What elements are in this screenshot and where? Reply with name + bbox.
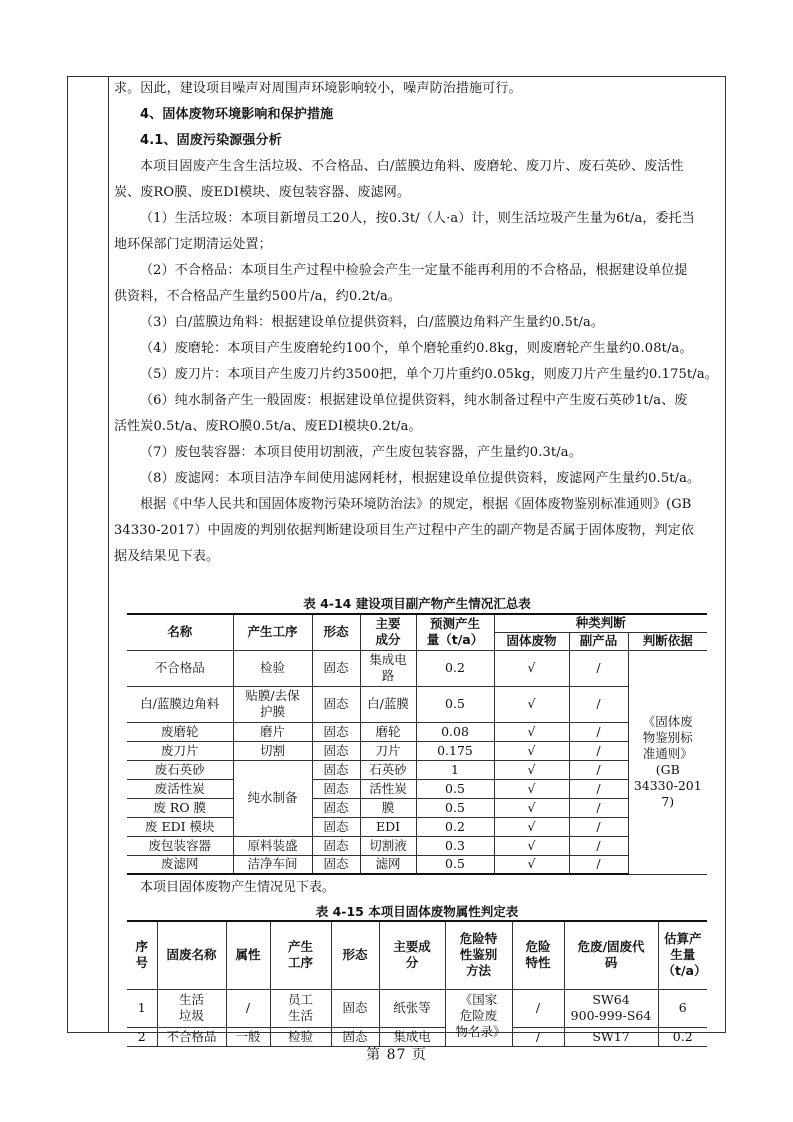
cell-name: 废包装容器 — [127, 836, 233, 855]
cell-attribute: / — [226, 989, 270, 1027]
cell-amount: 1 — [416, 760, 494, 779]
cell-solid-waste: √ — [494, 855, 569, 874]
cell-state: 固态 — [331, 989, 379, 1027]
cell-solid-waste: √ — [494, 741, 569, 760]
header-amount: 估算产生量（t/a） — [658, 921, 707, 989]
header-component: 主要 成分 — [360, 614, 416, 650]
solid-waste-attribute-table — [127, 920, 707, 1047]
byproduct-summary-table — [127, 613, 707, 875]
table2-caption: 表 4-15 本项目固体废物属性判定表 — [315, 904, 519, 919]
header-waste-name: 固废名称 — [157, 921, 226, 989]
paragraph: 地环保部门定期清运处置； — [114, 237, 272, 252]
cell-state: 固态 — [312, 741, 360, 760]
cell-hazard: / — [512, 1027, 564, 1046]
cell-code: SW17 — [564, 1027, 658, 1046]
table-row — [127, 836, 707, 855]
cell-amount: 0.2 — [658, 1027, 707, 1046]
cell-amount: 0.5 — [416, 855, 494, 874]
cell-amount: 0.5 — [416, 779, 494, 798]
cell-process: 检验 — [233, 650, 312, 686]
header-method: 危险特性鉴别方法 — [445, 921, 512, 989]
header-category: 种类判断 — [494, 614, 707, 632]
cell-amount: 0.175 — [416, 741, 494, 760]
cell-by-product: / — [569, 722, 628, 741]
header-code: 危废/固废代码 — [564, 921, 658, 989]
cell-by-product: / — [569, 650, 628, 686]
cell-component: 活性炭 — [360, 779, 416, 798]
cell-name: 废石英砂 — [127, 760, 233, 779]
paragraph: 34330-2017）中固废的判别依据判断建设项目生产过程中产生的副产物是否属于固体废物，判定依 — [114, 523, 695, 538]
cell-name: 废磨轮 — [127, 722, 233, 741]
paragraph: （1）生活垃圾：本项目新增员工20人，按0.3t/（人·a）计，则生活垃圾产生量为6t/a，委托当 — [140, 211, 695, 226]
cell-process: 磨片 — [233, 722, 312, 741]
cell-solid-waste: √ — [494, 722, 569, 741]
cell-name: 白/蓝膜边角料 — [127, 686, 233, 722]
table-row — [127, 686, 707, 722]
cell-state: 固态 — [312, 817, 360, 836]
cell-basis: 《固体废 物鉴别标 准通则》 (GB 34330-201 7) — [628, 650, 707, 874]
cell-attribute: 一般 — [226, 1027, 270, 1046]
cell-solid-waste: √ — [494, 760, 569, 779]
table-row — [127, 989, 707, 1027]
cell-state: 固态 — [312, 836, 360, 855]
cell-waste-name: 生活垃圾 — [157, 989, 226, 1027]
cell-method: 《国家危险废物名录》 — [445, 989, 512, 1046]
header-hazard: 危险特性 — [512, 921, 564, 989]
paragraph: 活性炭0.5t/a、废RO膜0.5t/a、废EDI模块0.2t/a。 — [114, 419, 422, 434]
paragraph: 炭、废RO膜、废EDI模块、废包装容器、废滤网。 — [114, 185, 411, 200]
paragraph: 根据《中华人民共和国固体废物污染环境防治法》的规定，根据《固体废物鉴别标准通则》(GB — [140, 497, 692, 512]
cell-name: 废 RO 膜 — [127, 798, 233, 817]
paragraph: （4）废磨轮：本项目产生废磨轮约100个，单个磨轮重约0.8kg，则废磨轮产生量约0.08t/a。 — [140, 341, 693, 356]
cell-component: 磨轮 — [360, 722, 416, 741]
cell-name: 废活性炭 — [127, 779, 233, 798]
cell-state: 固态 — [312, 855, 360, 874]
cell-component: 集成电路 — [360, 650, 416, 686]
cell-name: 废滤网 — [127, 855, 233, 874]
cell-amount: 0.08 — [416, 722, 494, 741]
cell-process: 贴膜/去保护膜 — [233, 686, 312, 722]
header-by-product: 副产品 — [569, 632, 628, 650]
table-row — [127, 817, 707, 836]
cell-state: 固态 — [312, 760, 360, 779]
table-row — [127, 650, 707, 686]
cell-solid-waste: √ — [494, 686, 569, 722]
cell-component: 滤网 — [360, 855, 416, 874]
cell-component: 集成电 — [379, 1027, 445, 1046]
cell-amount: 0.5 — [416, 686, 494, 722]
table-row — [127, 760, 707, 779]
cell-component: 膜 — [360, 798, 416, 817]
paragraph: （6）纯水制备产生一般固废：根据建设单位提供资料，纯水制备过程中产生废石英砂1t/a、废 — [140, 393, 688, 408]
header-amount: 预测产生 量（t/a） — [416, 614, 494, 650]
cell-name: 废 EDI 模块 — [127, 817, 233, 836]
cell-by-product: / — [569, 798, 628, 817]
cell-by-product: / — [569, 760, 628, 779]
cell-component: 白/蓝膜 — [360, 686, 416, 722]
cell-process: 检验 — [270, 1027, 331, 1046]
cell-state: 固态 — [312, 798, 360, 817]
header-no: 序号 — [127, 921, 157, 989]
cell-by-product: / — [569, 686, 628, 722]
cell-process: 洁净车间 — [233, 855, 312, 874]
header-name: 名称 — [127, 614, 233, 650]
cell-component: 石英砂 — [360, 760, 416, 779]
paragraph: （7）废包装容器：本项目使用切割液，产生废包装容器，产生量约0.3t/a。 — [140, 445, 582, 460]
cell-by-product: / — [569, 779, 628, 798]
cell-no: 2 — [127, 1027, 157, 1046]
header-state: 形态 — [331, 921, 379, 989]
paragraph: 供资料，不合格品产生量约500片/a，约0.2t/a。 — [114, 289, 402, 304]
cell-state: 固态 — [312, 650, 360, 686]
cell-component: 切割液 — [360, 836, 416, 855]
header-state: 形态 — [312, 614, 360, 650]
cell-name: 不合格品 — [127, 650, 233, 686]
cell-solid-waste: √ — [494, 650, 569, 686]
cell-no: 1 — [127, 989, 157, 1027]
header-component: 主要成分 — [379, 921, 445, 989]
cell-amount: 0.2 — [416, 817, 494, 836]
cell-name: 废刀片 — [127, 741, 233, 760]
cell-component: 纸张等 — [379, 989, 445, 1027]
paragraph: 本项目固废产生含生活垃圾、不合格品、白/蓝膜边角料、废磨轮、废刀片、废石英砂、废活性 — [140, 159, 684, 174]
cell-solid-waste: √ — [494, 817, 569, 836]
cell-process: 纯水制备 — [233, 760, 312, 836]
paragraph: （3）白/蓝膜边角料：根据建设单位提供资料，白/蓝膜边角料产生量约0.5t/a。 — [140, 315, 605, 330]
cell-state: 固态 — [331, 1027, 379, 1046]
section-heading: 4、固体废物环境影响和保护措施 — [140, 107, 334, 122]
paragraph: 求。因此，建设项目噪声对周围声环境影响较小，噪声防治措施可行。 — [114, 81, 522, 96]
table1-caption: 表 4-14 建设项目副产物产生情况汇总表 — [303, 596, 531, 611]
cell-by-product: / — [569, 855, 628, 874]
table-intro-note: 本项目固体废物产生情况见下表。 — [140, 880, 336, 895]
cell-solid-waste: √ — [494, 779, 569, 798]
paragraph: （8）废滤网：本项目洁净车间使用滤网耗材，根据建设单位提供资料，废滤网产生量约0.5t/a。 — [140, 471, 701, 486]
cell-waste-name: 不合格品 — [157, 1027, 226, 1046]
cell-by-product: / — [569, 741, 628, 760]
cell-process: 员工生活 — [270, 989, 331, 1027]
cell-by-product: / — [569, 836, 628, 855]
table-row — [127, 741, 707, 760]
header-process: 产生工序 — [233, 614, 312, 650]
page-number: 第 87 页 — [366, 1047, 427, 1063]
cell-hazard: / — [512, 989, 564, 1027]
subsection-heading: 4.1、固废污染源强分析 — [140, 133, 282, 148]
paragraph: （5）废刀片：本项目产生废刀片约3500把，单个刀片重约0.05kg，则废刀片产生量约0.175t/a。 — [140, 367, 718, 382]
header-basis: 判断依据 — [628, 632, 707, 650]
cell-amount: 0.5 — [416, 798, 494, 817]
header-solid-waste: 固体废物 — [494, 632, 569, 650]
table-row — [127, 722, 707, 741]
header-attribute: 属性 — [226, 921, 270, 989]
left-column-divider — [108, 76, 109, 1033]
cell-amount: 6 — [658, 989, 707, 1027]
cell-component: 刀片 — [360, 741, 416, 760]
body-text — [114, 76, 720, 570]
header-process: 产生工序 — [270, 921, 331, 989]
cell-component: EDI — [360, 817, 416, 836]
paragraph: 据及结果见下表。 — [114, 549, 220, 564]
cell-state: 固态 — [312, 722, 360, 741]
cell-solid-waste: √ — [494, 798, 569, 817]
table-row — [127, 855, 707, 874]
cell-by-product: / — [569, 817, 628, 836]
cell-amount: 0.3 — [416, 836, 494, 855]
table-row — [127, 798, 707, 817]
paragraph: （2）不合格品：本项目生产过程中检验会产生一定量不能再利用的不合格品，根据建设单位提 — [140, 263, 688, 278]
cell-solid-waste: √ — [494, 836, 569, 855]
cell-process: 原料装盛 — [233, 836, 312, 855]
cell-process: 切割 — [233, 741, 312, 760]
cell-amount: 0.2 — [416, 650, 494, 686]
cell-state: 固态 — [312, 686, 360, 722]
cell-code: SW64 900-999-S64 — [564, 989, 658, 1027]
cell-state: 固态 — [312, 779, 360, 798]
table-row — [127, 779, 707, 798]
